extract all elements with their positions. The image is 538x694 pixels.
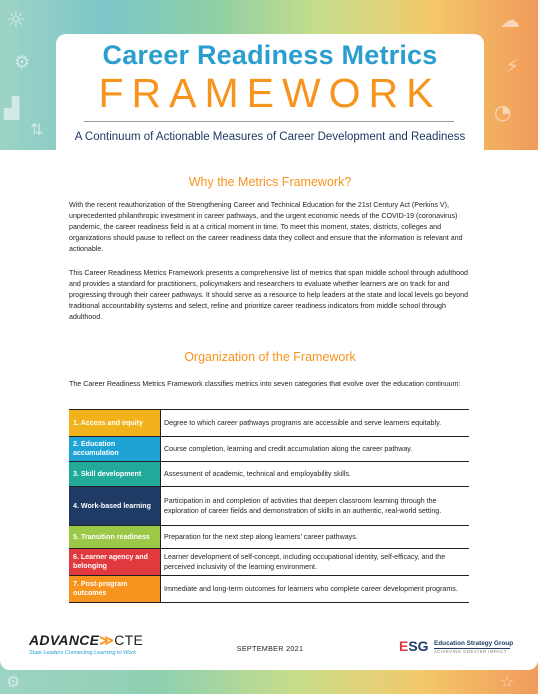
sun-icon: ☼ xyxy=(6,8,26,33)
categories-table xyxy=(69,409,469,603)
cloud-icon: ☁ xyxy=(500,8,520,32)
category-description: Participation in and completion of activities that deepen classroom learning through the exploration of career fields and demonstration of skills in an authentic, real-world setting. xyxy=(161,487,470,526)
advance-cte-logo xyxy=(29,632,143,649)
table-row xyxy=(69,549,469,576)
advance-wordmark: ADVANCE xyxy=(29,632,100,648)
advance-cte-tagline: State Leaders Connecting Learning to Work xyxy=(29,650,137,656)
title-line-1: Career Readiness Metrics xyxy=(102,40,438,70)
org-intro: The Career Readiness Metrics Framework classifies metrics into seven categories that evolve over the education continuum: xyxy=(69,380,461,388)
table-row xyxy=(69,437,469,462)
categories-table-body xyxy=(69,410,469,603)
table-row xyxy=(69,410,469,437)
double-chevron-icon: ≫ xyxy=(99,632,115,648)
title-line-2: FRAMEWORK xyxy=(98,70,442,116)
title-divider xyxy=(84,121,454,122)
gear-icon: ⚙ xyxy=(14,52,31,73)
esg-logo-e: E xyxy=(399,638,409,654)
table-row xyxy=(69,462,469,487)
category-description: Preparation for the next step along learners’ career pathways. xyxy=(161,526,470,549)
why-paragraph-1: With the recent reauthorization of the Strengthening Career and Technical Education for the 21st Century Act (Perkins V), unprecedented philanthropic investment in career pathways, and the urgent economic needs of the COVID-19 (coronavirus) pandemic, the career readiness field is at a critical moment in time. To meet this moment, states, districts, colleges and organizations should pause to reflect on the career readiness data they collect and ensure that the information is relevant and actionable. xyxy=(69,201,463,253)
table-row xyxy=(69,576,469,603)
category-label: 3. Skill development xyxy=(69,462,161,487)
org-heading: Organization of the Framework xyxy=(184,350,356,364)
category-description: Course completion, learning and credit accumulation along the career pathway. xyxy=(161,437,470,462)
category-description: Assessment of academic, technical and employability skills. xyxy=(161,462,470,487)
why-paragraph-2: This Career Readiness Metrics Framework presents a comprehensive list of metrics that span middle school through adulthood and provides a standard for practitioners, policymakers and researchers to evaluate whether learners are on track for and progressing through their career pathways. It should serve as a resource to help leaders at the state and local levels go beyond traditional accountability systems and select, refine and prioritize career readiness indicators from middle school through adulthood. xyxy=(69,269,469,321)
category-label: 1. Access and equity xyxy=(69,410,161,437)
esg-logo xyxy=(399,638,429,654)
esg-logo-sg: SG xyxy=(408,638,429,654)
cte-wordmark: CTE xyxy=(114,632,144,648)
gear-icon: ⚙ xyxy=(6,672,21,691)
clock-icon: ◔ xyxy=(494,100,512,124)
category-description: Degree to which career pathways programs are accessible and serve learners equitably. xyxy=(161,410,470,437)
category-label: 2. Education accumulation xyxy=(69,437,161,462)
arrows-icon: ⇅ xyxy=(30,120,44,139)
publication-date: SEPTEMBER 2021 xyxy=(236,644,304,653)
category-description: Learner development of self-concept, including occupational identity, self-efficacy, and the perceived inclusivity of the learning environment. xyxy=(161,549,470,576)
category-label: 7. Post-program outcomes xyxy=(69,576,161,603)
category-label: 4. Work-based learning xyxy=(69,487,161,526)
chart-icon: ▟ xyxy=(4,96,20,120)
subtitle: A Continuum of Actionable Measures of Career Development and Readiness xyxy=(74,131,466,143)
category-description: Immediate and long-term outcomes for learners who complete career development programs. xyxy=(161,576,470,603)
why-heading: Why the Metrics Framework? xyxy=(188,175,352,189)
esg-tagline: ACHIEVING GREATER IMPACT xyxy=(434,649,507,654)
table-row xyxy=(69,487,469,526)
category-label: 5. Transition readiness xyxy=(69,526,161,549)
star-icon: ☆ xyxy=(500,672,515,691)
lightning-icon: ⚡ xyxy=(506,56,519,77)
esg-name: Education Strategy Group xyxy=(434,640,514,647)
category-label: 6. Learner agency and belonging xyxy=(69,549,161,576)
table-row xyxy=(69,526,469,549)
